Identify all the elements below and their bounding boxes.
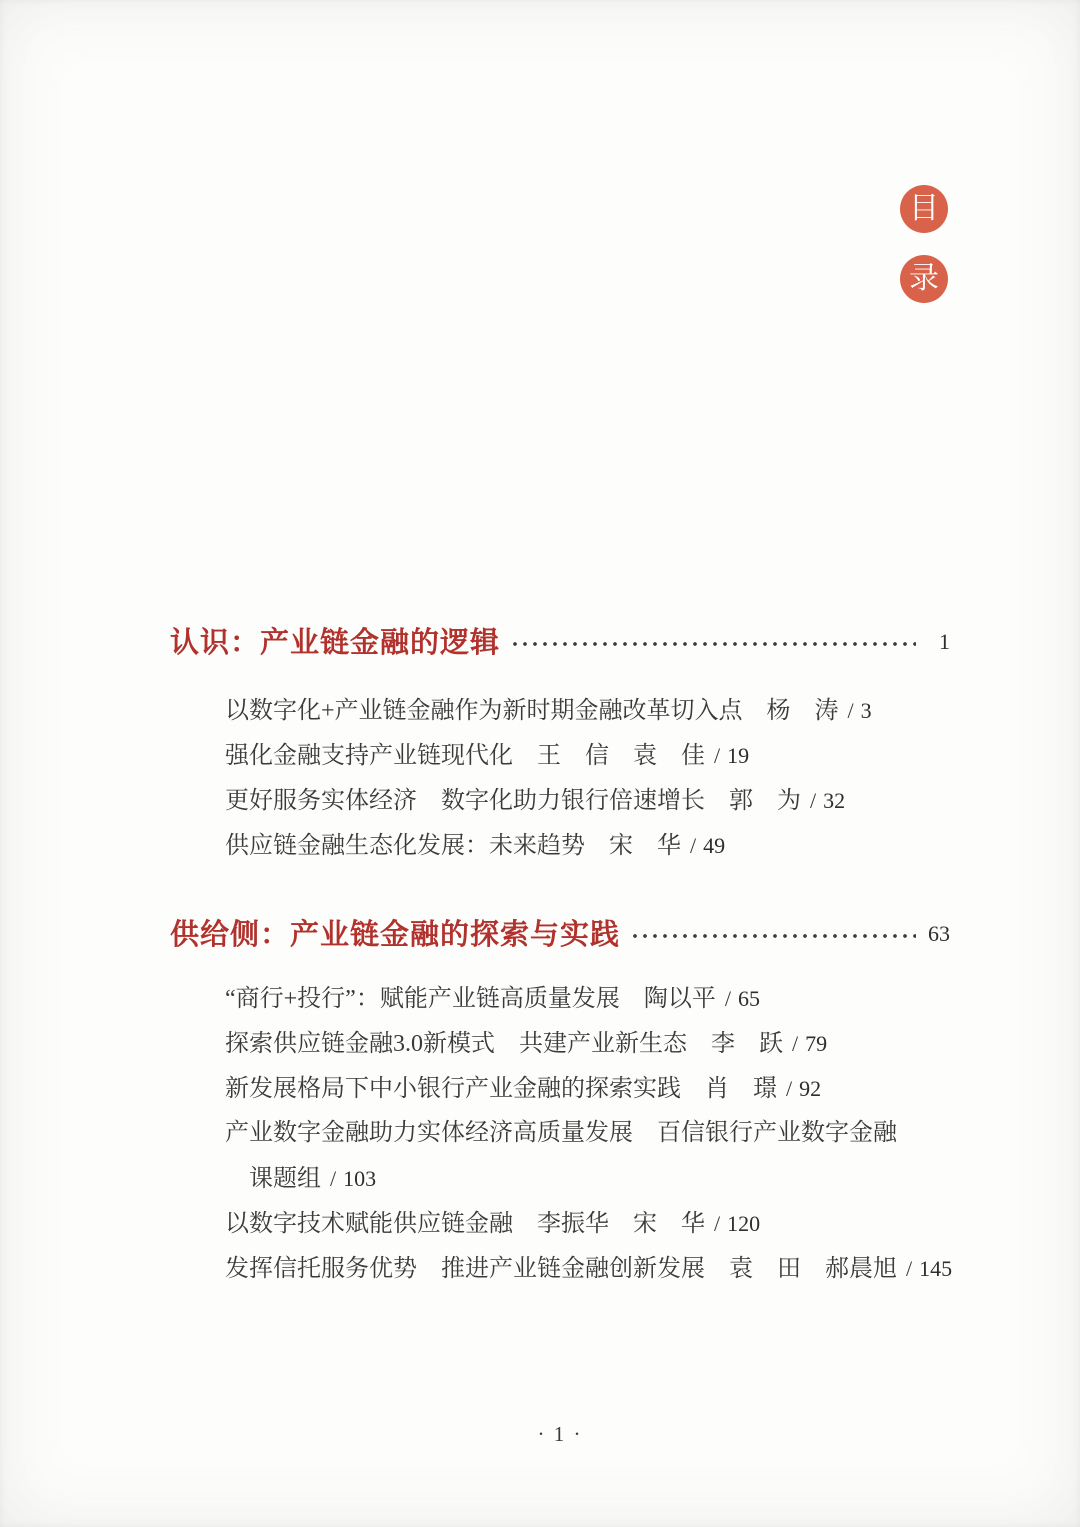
entry-text: 供应链金融生态化发展：未来趋势 宋 华 <box>225 833 681 859</box>
toc-seal-circle-lu <box>900 255 948 303</box>
section-title: 供给侧：产业链金融的探索与实践 <box>170 918 621 951</box>
toc-entry <box>225 976 950 1021</box>
toc-entry <box>225 1021 950 1066</box>
entry-page-number: 79 <box>805 1031 828 1056</box>
entry-page-number: 19 <box>727 743 750 768</box>
entry-text: 以数字化+产业链金融作为新时期金融改革切入点 杨 涛 <box>225 698 839 724</box>
section-page-number: 63 <box>928 921 950 946</box>
entry-page-number: 92 <box>799 1076 822 1101</box>
entry-page-number: 145 <box>919 1256 953 1281</box>
section-1-heading <box>170 620 950 660</box>
section-page-number: 1 <box>939 629 950 654</box>
toc-title-mark <box>900 185 948 303</box>
toc-entry <box>225 823 950 868</box>
toc-seal-circle-mu <box>900 185 948 233</box>
dotted-leader <box>632 933 916 939</box>
page-separator: / <box>714 1211 721 1236</box>
entry-page-number: 103 <box>343 1166 377 1191</box>
toc-entry <box>225 1066 950 1111</box>
page-number-footer <box>20 1422 1080 1447</box>
toc-seal-char: 录 <box>909 262 939 295</box>
entry-text: 探索供应链金融3.0新模式 共建产业新生态 李 跃 <box>225 1031 783 1057</box>
toc-seal-char: 目 <box>909 192 939 225</box>
entry-page-number: 49 <box>703 833 726 858</box>
entry-text: 产业数字金融助力实体经济高质量发展 百信银行产业数字金融 <box>225 1120 897 1146</box>
section-title: 认识：产业链金融的逻辑 <box>170 626 501 659</box>
entry-text: 发挥信托服务优势 推进产业链金融创新发展 袁 田 郝晨旭 <box>225 1256 897 1282</box>
page-number-label: · 1 · <box>537 1422 583 1446</box>
dotted-leader <box>512 641 916 647</box>
toc-entry <box>225 778 950 823</box>
page-separator: / <box>714 743 721 768</box>
entry-text: 更好服务实体经济 数字化助力银行倍速增长 郭 为 <box>225 788 801 814</box>
toc-entry-wrapped-line1 <box>225 1111 950 1156</box>
toc-entry <box>225 733 950 778</box>
entry-text: 新发展格局下中小银行产业金融的探索实践 肖 璟 <box>225 1076 777 1102</box>
section-1 <box>170 620 950 868</box>
toc-entry <box>225 688 950 733</box>
section-1-entries <box>225 688 950 868</box>
page-separator: / <box>906 1256 913 1281</box>
toc-entry <box>225 1201 950 1246</box>
entry-page-number: 3 <box>860 698 872 723</box>
toc-content <box>170 620 953 1291</box>
page-separator: / <box>847 698 854 723</box>
section-2-entries <box>225 976 953 1291</box>
section-2-heading <box>170 912 950 952</box>
entry-text: 以数字技术赋能供应链金融 李振华 宋 华 <box>225 1211 705 1237</box>
entry-page-number: 65 <box>737 986 760 1011</box>
entry-page-number: 32 <box>823 788 846 813</box>
page-separator: / <box>792 1031 799 1056</box>
entry-page-number: 120 <box>727 1211 761 1236</box>
page-separator: / <box>810 788 817 813</box>
page-separator: / <box>330 1166 337 1191</box>
entry-text-continuation: 课题组 <box>249 1166 321 1192</box>
page-separator: / <box>724 986 731 1011</box>
toc-entry <box>225 1246 953 1291</box>
entry-text: “商行+投行”：赋能产业链高质量发展 陶以平 <box>225 986 716 1012</box>
section-2 <box>170 912 953 1291</box>
toc-entry-wrapped-line2 <box>225 1156 950 1201</box>
page-separator: / <box>786 1076 793 1101</box>
page-separator: / <box>690 833 697 858</box>
entry-text: 强化金融支持产业链现代化 王 信 袁 佳 <box>225 743 705 769</box>
